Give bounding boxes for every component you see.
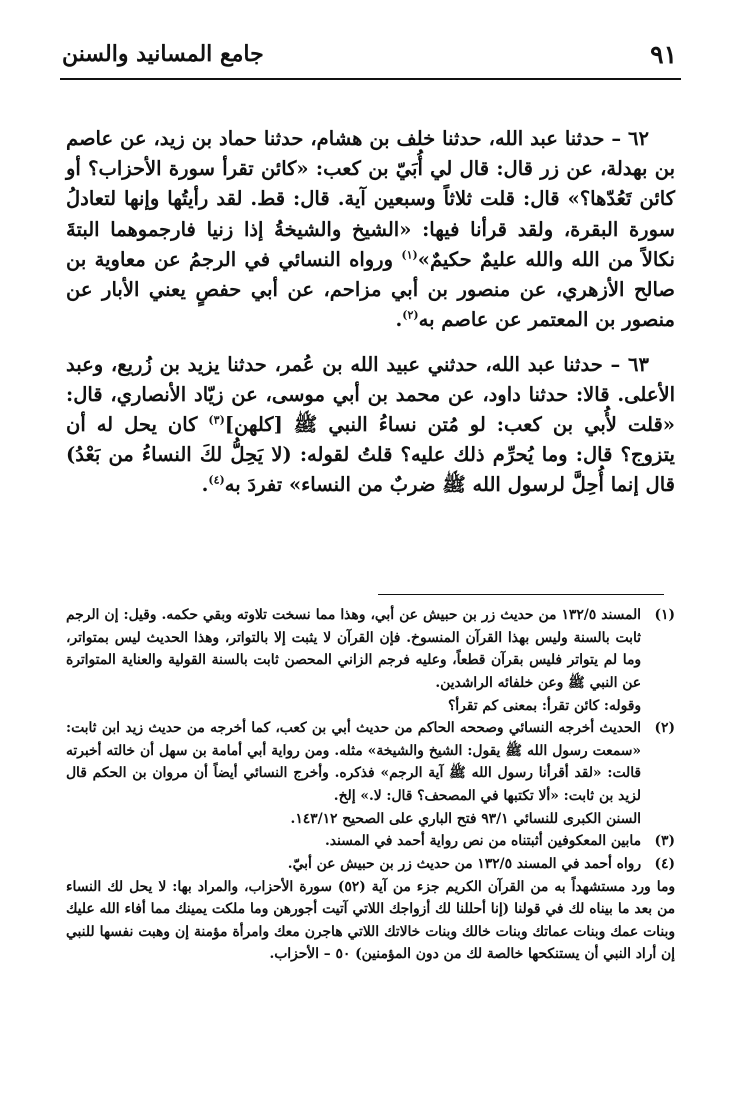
footnote-line: رواه أحمد في المسند ١٣٢/٥ من حديث زر بن حبيش عن أبيّ.	[287, 855, 641, 872]
footnote-divider	[378, 594, 664, 595]
footnote-number: (١)	[654, 607, 675, 623]
footnote-line: السنن الكبرى للنسائي ٩٣/١ فتح الباري على الصحيح ١٤٣/١٢.	[290, 810, 641, 827]
footnote-line: المسند ١٣٢/٥ من حديث زر بن حبيش عن أبي، وهذا مما نسخت تلاوته وبقي حكمه. وقيل: إن الرجم ثابت بالسنة وليس بهذا القرآن المنسوخ. فإن القرآن لا يثبت إلا بالتواتر، وهذا الحديث ليس بمتواتر، وما لم يتواتر فليس بقرآن قطعاً، وعليه فرجم الزاني المحصن ثابت بالسنة القولية والعناية المتواترة عن النبي ﷺ وعن خلفائه الراشدين.	[66, 607, 641, 691]
footnote-body	[66, 604, 641, 717]
hadith-text: .	[201, 473, 209, 497]
footnote-continuation: وما ورد مستشهداً به من القرآن الكريم جزء من آية (٥٢) سورة الأحزاب، والمراد بها: لا يحل لك النساء من بعد ما بيناه لك في قولنا (إنا أحللنا لك أزواجك اللاتي آتيت أجورهن وما ملكت يمينك مما أفاء الله عليك وبنات عمك وبنات عماتك وبنات خالك وبنات خالاتك اللاتي هاجرن معك وامرأة مؤمنة إن وهبت نفسها للنبي إن أراد النبي أن يستنكحها خالصة لك من دون المؤمنين) ٥٠ – الأحزاب.	[66, 878, 675, 963]
footnote-number: (٢)	[654, 720, 675, 737]
footnote-2	[66, 717, 675, 830]
running-title: جامع المسانيد والسنن	[62, 41, 264, 67]
footnote-1	[66, 604, 675, 717]
hadith-text: .	[395, 308, 403, 332]
footnote-number: (٤)	[654, 855, 675, 872]
footnote-ref[interactable]: (١)	[401, 248, 418, 262]
page-header	[62, 34, 677, 74]
footnote-body	[66, 853, 641, 876]
footnote-line: مابين المعكوفين أثبتناه من نص رواية أحمد في المسند.	[324, 833, 641, 850]
footnote-4	[66, 853, 675, 876]
hadith-text: ٦٢ – حدثنا عبد الله، حدثنا خلف بن هشام، حدثنا حماد بن زيد، عن عاصم بن بهدلة، عن زر قال: قال لي أُبَيّ بن كعب: «كائن تقرأ سورة الأحزاب؟ أو كائن تَعُدّها؟» قال: قلت ثلاثاً وسبعين آية. قال: قط. لقد رأيتُها وإنها لتعادلُ سورة البقرة، ولقد قرأنا فيها: «الشيخ والشيخةُ إذا زنيا فارجموهما البتةَ نكالاً من الله والله عليمٌ حكيمٌ»	[66, 127, 675, 271]
footnote-body	[66, 830, 641, 853]
hadith-63	[66, 350, 675, 501]
footnotes	[66, 604, 675, 966]
footnote-ref[interactable]: (٣)	[208, 413, 225, 427]
hadith-62	[66, 124, 675, 336]
main-text	[66, 124, 675, 513]
footnote-ref[interactable]: (٤)	[208, 473, 225, 487]
header-divider	[60, 78, 681, 80]
footnote-ref[interactable]: (٢)	[402, 308, 419, 322]
hadith-text: ورواه النسائي في الرجمُ عن معاوية بن صالح الأزهري، عن منصور بن أبي مزاحم، عن أبي حفصٍ يعني الأبار عن منصور بن المعتمر عن عاصم به	[66, 247, 675, 332]
footnote-number: (٣)	[654, 833, 675, 850]
footnote-line: وقوله: كائن تقرأ: بمعنى كم تقرأ؟	[447, 697, 641, 714]
hadith-text: كان يحل له أن يتزوج؟ قال: وما يُحرِّم ذلك عليه؟ قلتُ لقوله: (لا يَحِلُّ لكَ النساءُ من بَعْدُ) قال إنما أُحِلَّ لرسول الله ﷺ ضربٌ من النساء» تفردَ به	[66, 412, 675, 497]
footnote-3	[66, 830, 675, 853]
hadith-text: ٦٣ – حدثنا عبد الله، حدثني عبيد الله بن عُمر، حدثنا يزيد بن زُريع، وعبد الأعلى. قالا: حدثنا داود، عن محمد بن أبي موسى، عن زيّاد الأنصاري، قال: «قلت لأُبي بن كعب: لو مُتن نساءُ النبي ﷺ [كلهن]	[66, 352, 675, 436]
page-number: ٩١	[650, 39, 677, 69]
footnote-line: الحديث أخرجه النسائي وصححه الحاكم من حديث أبي بن كعب، كما أخرجه من حديث زيد ابن ثابت: «سمعت رسول الله ﷺ يقول: الشيخ والشيخة» مثله. ومن رواية أبي أمامة بن سهل أن خالته أخبرته قالت: «لقد أقرأنا رسول الله ﷺ آية الرجم» فذكره. وأخرج النسائي أيضاً أن مروان بن الحكم قال لزيد بن ثابت: «ألا تكتبها في المصحف؟ قال: لا.» إلخ.	[66, 720, 641, 804]
footnote-body	[66, 717, 641, 830]
